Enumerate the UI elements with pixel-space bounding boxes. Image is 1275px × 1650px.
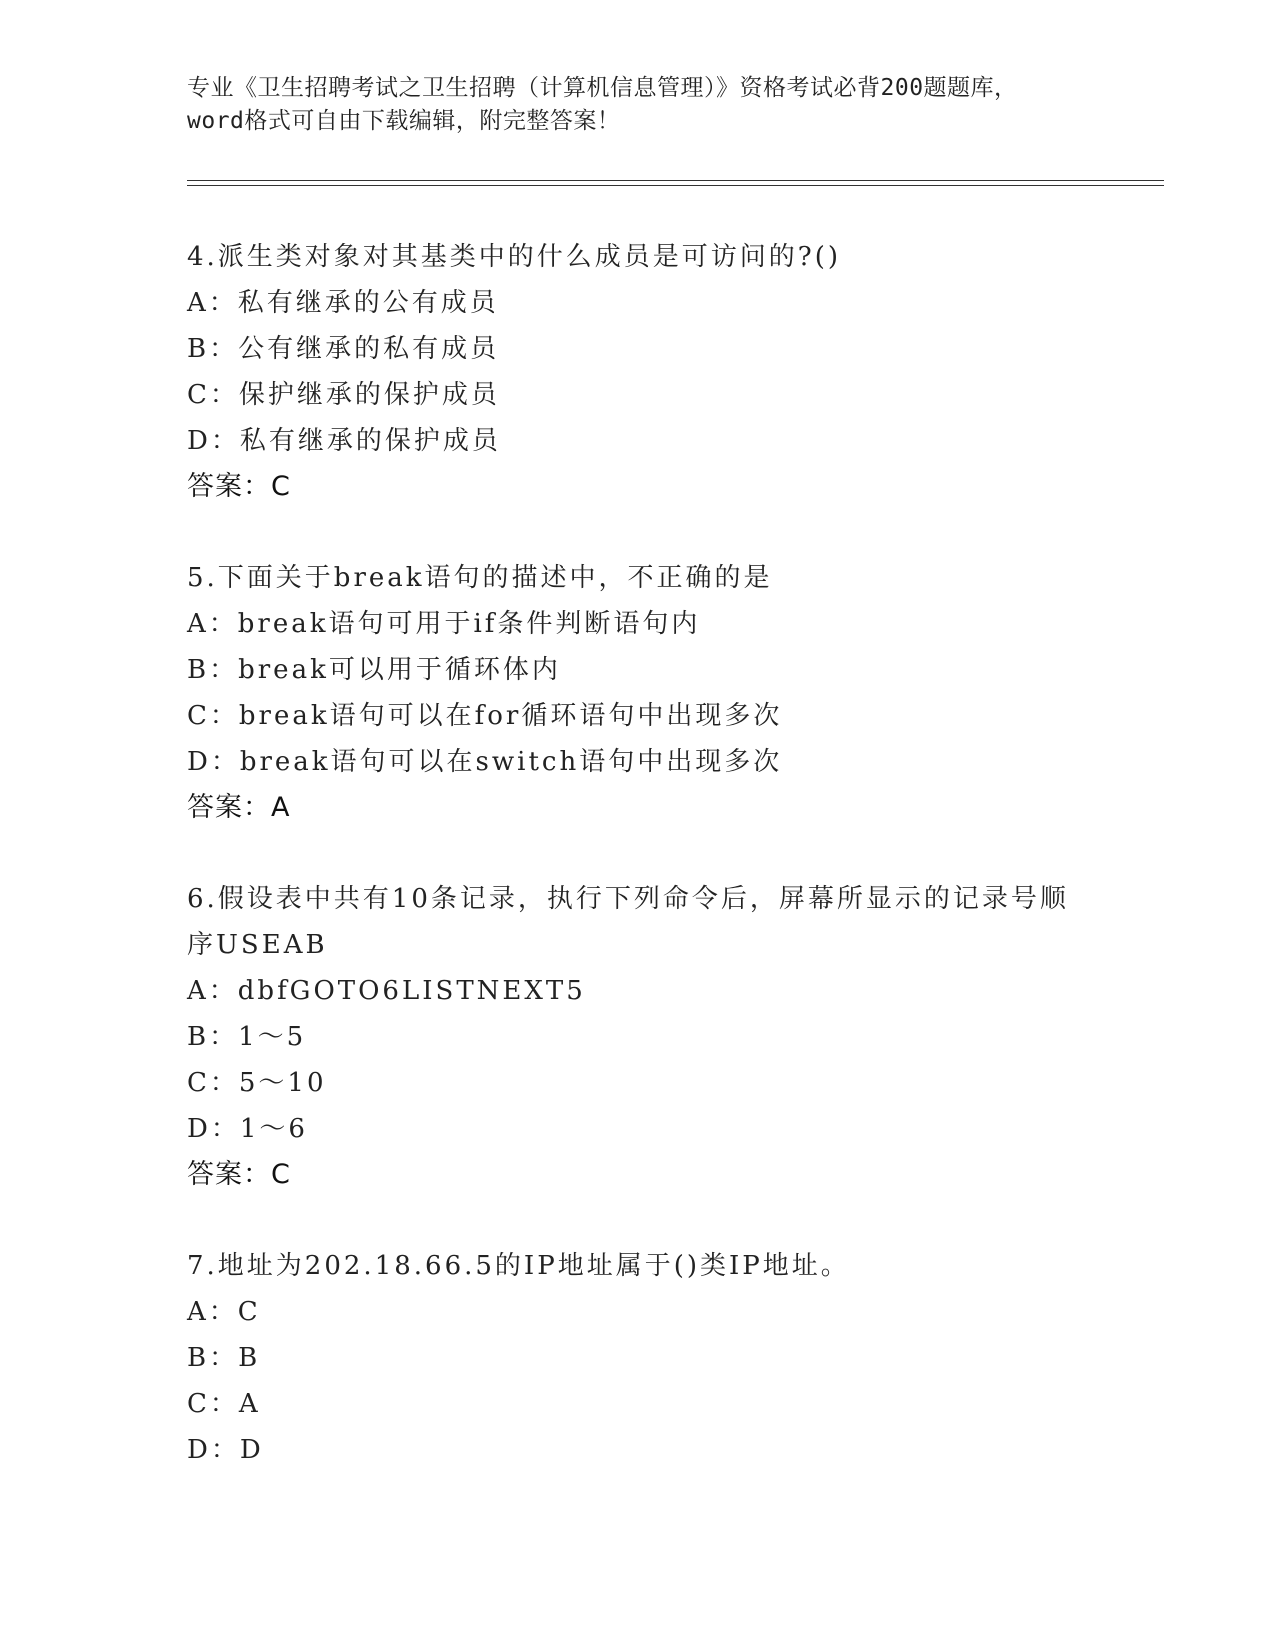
question-title-line-2: 序USEAB bbox=[187, 930, 328, 960]
question-6 bbox=[187, 876, 1107, 1198]
option-c: C：break语句可以在for循环语句中出现多次 bbox=[187, 701, 783, 731]
option-c: C：A bbox=[187, 1389, 261, 1419]
option-a: A：dbfGOTO6LISTNEXT5 bbox=[187, 976, 586, 1006]
header-divider-top bbox=[187, 180, 1164, 181]
question-title-line-1: 6.假设表中共有10条记录，执行下列命令后，屏幕所显示的记录号顺 bbox=[187, 884, 1069, 914]
option-b: B：1～5 bbox=[187, 1022, 307, 1052]
answer-label: 答案：C bbox=[187, 1159, 291, 1190]
option-a: A：C bbox=[187, 1297, 261, 1327]
option-b: B：break可以用于循环体内 bbox=[187, 655, 561, 685]
answer-label: 答案：A bbox=[187, 792, 291, 823]
question-title: 4.派生类对象对其基类中的什么成员是可访问的?() bbox=[187, 242, 842, 272]
question-7 bbox=[187, 1243, 1107, 1473]
option-d: D：私有继承的保护成员 bbox=[187, 426, 501, 456]
question-title: 7.地址为202.18.66.5的IP地址属于()类IP地址。 bbox=[187, 1251, 850, 1281]
option-b: B：公有继承的私有成员 bbox=[187, 334, 500, 364]
question-4 bbox=[187, 234, 1107, 510]
option-a: A：break语句可用于if条件判断语句内 bbox=[187, 609, 701, 639]
question-5 bbox=[187, 555, 1107, 831]
question-title: 5.下面关于break语句的描述中，不正确的是 bbox=[187, 563, 773, 593]
option-d: D：D bbox=[187, 1435, 264, 1465]
option-c: C：保护继承的保护成员 bbox=[187, 380, 500, 410]
document-header bbox=[187, 72, 1087, 138]
header-divider-bottom bbox=[187, 185, 1164, 186]
answer-label: 答案：C bbox=[187, 471, 291, 502]
option-a: A：私有继承的公有成员 bbox=[187, 288, 499, 318]
header-line-1: 专业《卫生招聘考试之卫生招聘（计算机信息管理）》资格考试必背200题题库， bbox=[187, 75, 1018, 101]
option-c: C：5～10 bbox=[187, 1068, 327, 1098]
option-d: D：break语句可以在switch语句中出现多次 bbox=[187, 747, 783, 777]
option-b: B：B bbox=[187, 1343, 261, 1373]
option-d: D：1～6 bbox=[187, 1114, 308, 1144]
header-line-2: word格式可自由下载编辑，附完整答案！ bbox=[187, 108, 621, 134]
